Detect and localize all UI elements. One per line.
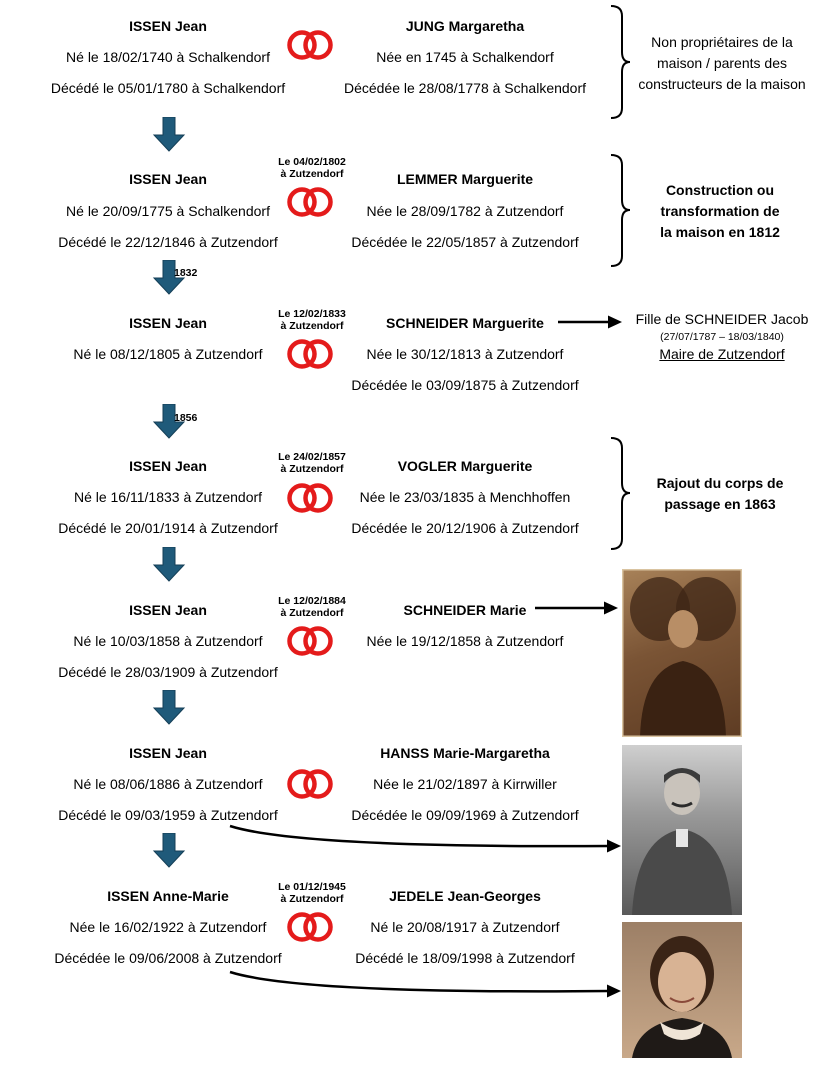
- marriage-place-line: à Zutzendorf: [280, 320, 344, 332]
- husband-birth: Né le 08/06/1886 à Zutzendorf: [73, 776, 263, 792]
- wife-death: Décédé le 18/09/1998 à Zutzendorf: [355, 950, 575, 966]
- wife-death: Décédée le 03/09/1875 à Zutzendorf: [351, 377, 579, 393]
- husband-name: ISSEN Jean: [129, 171, 207, 187]
- marriage-date-line: Le 24/02/1857: [278, 451, 346, 463]
- note-schneider-jacob: [624, 309, 820, 365]
- marriage-date-line: Le 01/12/1945: [278, 881, 346, 893]
- note-line: constructeurs de la maison: [638, 76, 806, 92]
- husband-name: ISSEN Jean: [129, 315, 207, 331]
- note-line: Non propriétaires de la: [651, 34, 793, 50]
- note-rajout: [640, 473, 800, 515]
- brace-4: [611, 438, 630, 549]
- marriage-date-line: Le 12/02/1884: [278, 595, 346, 607]
- wife-birth: Née le 21/02/1897 à Kirrwiller: [373, 776, 557, 792]
- wife-name: LEMMER Marguerite: [396, 171, 534, 187]
- note-line: passage en 1863: [664, 496, 776, 512]
- note-line: la maison en 1812: [660, 224, 780, 240]
- photo-issen-anne-marie: [622, 922, 742, 1058]
- marriage-date-line: Le 12/02/1833: [278, 308, 346, 320]
- portrait-man-icon: [622, 745, 742, 915]
- wife-name: JUNG Margaretha: [405, 18, 525, 34]
- note-line: Construction ou: [665, 182, 775, 198]
- curve-to-photo-jean: [230, 826, 610, 846]
- wife-name: HANSS Marie-Margaretha: [380, 745, 550, 761]
- note-line: transformation de: [660, 203, 780, 219]
- arrowhead-icon: [608, 316, 622, 329]
- wife-name: SCHNEIDER Marguerite: [386, 315, 544, 331]
- wife-birth: Née le 23/03/1835 à Menchhoffen: [359, 489, 571, 505]
- husband-birth: Né le 20/09/1775 à Schalkendorf: [66, 203, 270, 219]
- brace-2: [611, 155, 630, 266]
- husband-birth: Né le 10/03/1858 à Zutzendorf: [73, 633, 263, 649]
- marriage-place-line: à Zutzendorf: [280, 893, 344, 905]
- wife-death: Décédée le 28/08/1778 à Schalkendorf: [343, 80, 587, 96]
- note-construction: [640, 180, 800, 243]
- wife-death: Décédée le 09/09/1969 à Zutzendorf: [351, 807, 579, 823]
- portrait-woman-icon: [622, 569, 742, 737]
- wife-birth: Née le 19/12/1858 à Zutzendorf: [366, 633, 564, 649]
- husband-name: ISSEN Jean: [129, 602, 207, 618]
- photo-issen-jean: [622, 745, 742, 915]
- wife-birth: Née le 28/09/1782 à Zutzendorf: [366, 203, 564, 219]
- note-line: Fille de SCHNEIDER Jacob: [635, 311, 809, 327]
- photo-schneider-marie: [622, 569, 742, 737]
- arrowhead-icon: [607, 985, 621, 998]
- wife-name: SCHNEIDER Marie: [403, 602, 527, 618]
- husband-death: Décédé le 22/12/1846 à Zutzendorf: [58, 234, 278, 250]
- marriage-place-line: à Zutzendorf: [280, 168, 344, 180]
- husband-name: ISSEN Anne-Marie: [107, 888, 229, 904]
- husband-name: ISSEN Jean: [129, 745, 207, 761]
- husband-birth: Né le 08/12/1805 à Zutzendorf: [73, 346, 263, 362]
- note-line: Rajout du corps de: [656, 475, 784, 491]
- note-line-maire: Maire de Zutzendorf: [659, 346, 785, 362]
- note-non-proprietaires: [632, 32, 812, 95]
- wife-name: JEDELE Jean-Georges: [389, 888, 541, 904]
- arrowhead-icon: [604, 602, 618, 615]
- wife-death: Décédée le 22/05/1857 à Zutzendorf: [351, 234, 579, 250]
- wife-name: VOGLER Marguerite: [397, 458, 533, 474]
- arrowhead-icon: [607, 840, 621, 853]
- marriage-place-line: à Zutzendorf: [280, 607, 344, 619]
- husband-birth: Né le 16/11/1833 à Zutzendorf: [73, 489, 263, 505]
- husband-birth: Né le 18/02/1740 à Schalkendorf: [66, 49, 270, 65]
- husband-death: Décédé le 05/01/1780 à Schalkendorf: [50, 80, 286, 96]
- husband-death: Décédée le 09/06/2008 à Zutzendorf: [54, 950, 282, 966]
- portrait-woman-icon: [622, 922, 742, 1058]
- husband-death: Décédé le 09/03/1959 à Zutzendorf: [58, 807, 278, 823]
- husband-name: ISSEN Jean: [129, 458, 207, 474]
- wife-birth: Né le 20/08/1917 à Zutzendorf: [370, 919, 560, 935]
- husband-birth: Née le 16/02/1922 à Zutzendorf: [69, 919, 267, 935]
- note-line-dates: (27/07/1787 – 18/03/1840): [660, 331, 784, 343]
- husband-death: Décédé le 28/03/1909 à Zutzendorf: [58, 664, 278, 680]
- arrow-year-label: 1832: [174, 267, 198, 279]
- note-line: maison / parents des: [657, 55, 787, 71]
- arrow-year-label: 1856: [174, 412, 198, 424]
- brace-1: [611, 6, 630, 118]
- wife-death: Décédée le 20/12/1906 à Zutzendorf: [351, 520, 579, 536]
- husband-death: Décédé le 20/01/1914 à Zutzendorf: [58, 520, 278, 536]
- wife-birth: Née le 30/12/1813 à Zutzendorf: [366, 346, 564, 362]
- wife-birth: Née en 1745 à Schalkendorf: [376, 49, 554, 65]
- marriage-date-line: Le 04/02/1802: [278, 156, 346, 168]
- curve-to-photo-anne-marie: [230, 972, 610, 991]
- marriage-place-line: à Zutzendorf: [280, 463, 344, 475]
- husband-name: ISSEN Jean: [129, 18, 207, 34]
